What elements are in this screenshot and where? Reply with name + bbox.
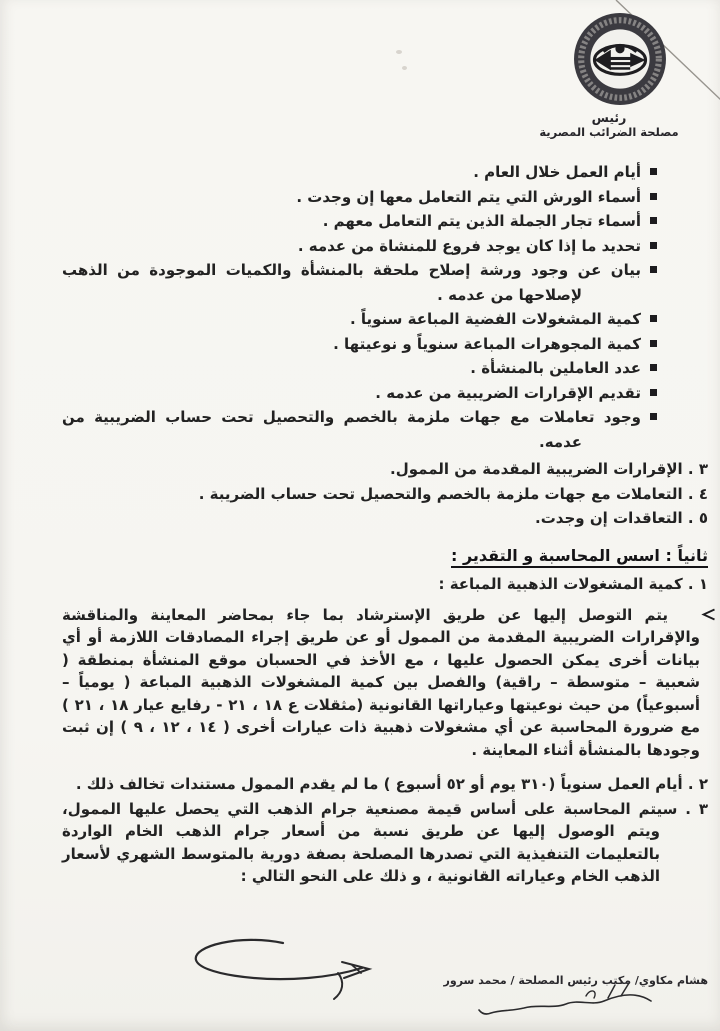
- small-signature: [479, 983, 651, 1014]
- bullet-text: أسماء تجار الجملة الذين يتم التعامل معهم .: [322, 212, 641, 230]
- item-number: ٤ .: [687, 484, 708, 503]
- bullet-square-icon: [650, 340, 657, 347]
- bullet-item: [62, 185, 657, 210]
- stamp-caption: [538, 111, 680, 139]
- bullet-text: وجود تعاملات مع جهات ملزمة بالخصم والتحصيل تحت حساب الضريبية من عدمه.: [62, 408, 641, 451]
- section-heading-text: ثانياً : اسس المحاسبة و التقدير :: [451, 546, 708, 568]
- item-number: ٥ .: [687, 509, 708, 527]
- item-text: سيتم المحاسبة على أساس قيمة مصنعية جرام الذهب التي يحصل عليها الممول، ويتم الوصول إليها عن طريق نسبة من أسعار جرام الذهب الخام الواردة بالتعليمات التنفيذية التي تصدرها المصلحة بصفة دورية بالمتوسط الشهري لأسعار الذهب الخام وعياراته القانونية ، و ذلك على النحو التالي :: [62, 799, 678, 886]
- bullet-item: [62, 234, 657, 259]
- bullet-text: تحديد ما إذا كان يوجد فروع للمنشاة من عدمه .: [297, 236, 641, 255]
- bullet-square-icon: [650, 364, 657, 371]
- item-number: ٣ .: [685, 799, 709, 818]
- numbered-item: [62, 506, 708, 531]
- scan-smudge: [402, 66, 407, 70]
- document-body: [62, 160, 708, 888]
- paragraph-text: يتم التوصل إليها عن طريق الإسترشاد بما جاء بمحاضر المعاينة والمناقشة والإقرارات الضريبية المقدمة من الممول أو عن طريق إجراء المصادقات اللازمة أو أي بيانات أخرى يمكن الحصول عليها ، مع الأخذ في الحسبان موقع المنشأة بمنطقة ( شعبية – متوسطة – راقية) والفصل بين كمية المشغولات الذهبية المباعة ( يومياً – أسبوعياً) من حيث نوعيتها وعياراتها القانونية (مثقلات ع ١٨ ، ٢١ - رفايع عيار ١٨ ، ٢١ ) مع ضرورة المحاسبة عن أي مشغولات ذهبية ذات عيارات أخرى ( ١٤ ، ١٢ ، ٩ ) إن ثبت وجودها بالمنشأة أثناء المعاينة .: [62, 605, 700, 759]
- bullet-square-icon: [650, 413, 657, 420]
- bullet-item: [62, 332, 657, 357]
- stamp-org-title: مصلحة الضرائب المصرية: [539, 125, 679, 139]
- scan-smudge: [396, 50, 402, 54]
- bullet-square-icon: [650, 217, 657, 224]
- section-subitem-3: [62, 798, 708, 888]
- requirements-bullet-list: [62, 160, 657, 454]
- section-subitem-1: [62, 573, 708, 596]
- stamp-role-title: رئيس: [591, 110, 627, 125]
- bullet-text: كمية المشغولات الفضية المباعة سنوياً .: [349, 310, 641, 328]
- bullet-text: أسماء الورش التي يتم التعامل معها إن وجدت .: [296, 187, 641, 206]
- office-names-line: هشام مكاوي/ مكتب رئيس المصلحة / محمد سرور: [443, 974, 708, 987]
- item-number: ٢ .: [687, 775, 708, 793]
- bullet-square-icon: [650, 266, 657, 273]
- item-text: التعاملات مع جهات ملزمة بالخصم والتحصيل تحت حساب الضريبة .: [198, 484, 683, 503]
- bullet-item: [62, 258, 657, 307]
- bullet-square-icon: [650, 168, 657, 175]
- large-signature: [196, 940, 369, 999]
- item-text: التعاقدات إن وجدت.: [535, 509, 683, 527]
- numbered-item: [62, 482, 708, 507]
- bullet-square-icon: [650, 315, 657, 322]
- bullet-text: كمية المجوهرات المباعة سنوياً و نوعيتها .: [333, 334, 641, 353]
- bullet-text: تقديم الإقرارات الضريبية من عدمه .: [375, 383, 641, 402]
- bullet-item: [62, 356, 657, 381]
- numbered-list: [62, 457, 708, 531]
- bullet-item: [62, 405, 657, 454]
- item-text: أيام العمل سنوياً (٣١٠ يوم أو ٥٢ أسبوع ) ما لم يقدم الممول مستندات تخالف ذلك .: [75, 775, 683, 793]
- bullet-item: [62, 209, 657, 234]
- numbered-item: [62, 457, 708, 482]
- bullet-square-icon: [650, 242, 657, 249]
- item-number: ٣ .: [687, 460, 708, 478]
- explanation-paragraph: [62, 604, 700, 762]
- tax-authority-seal-icon: [573, 12, 667, 106]
- section-heading: [62, 544, 708, 567]
- bullet-item: [62, 381, 657, 406]
- bullet-square-icon: [650, 193, 657, 200]
- bullet-square-icon: [650, 389, 657, 396]
- arrow-bullet-icon: [701, 608, 716, 621]
- item-number: ١ .: [687, 574, 708, 593]
- section-subitem-2: [62, 773, 708, 796]
- bullet-text: بيان عن وجود ورشة إصلاح ملحقة بالمنشأة والكميات الموجودة من الذهب لإصلاحها من عدمه .: [62, 261, 641, 304]
- bullet-item: [62, 307, 657, 332]
- bullet-text: عدد العاملين بالمنشأة .: [470, 359, 641, 377]
- bullet-item: [62, 160, 657, 185]
- item-text: الإقرارات الضريبية المقدمة من الممول.: [390, 460, 683, 478]
- item-text: كمية المشغولات الذهبية المباعة :: [438, 574, 683, 593]
- bullet-text: أيام العمل خلال العام .: [473, 163, 641, 181]
